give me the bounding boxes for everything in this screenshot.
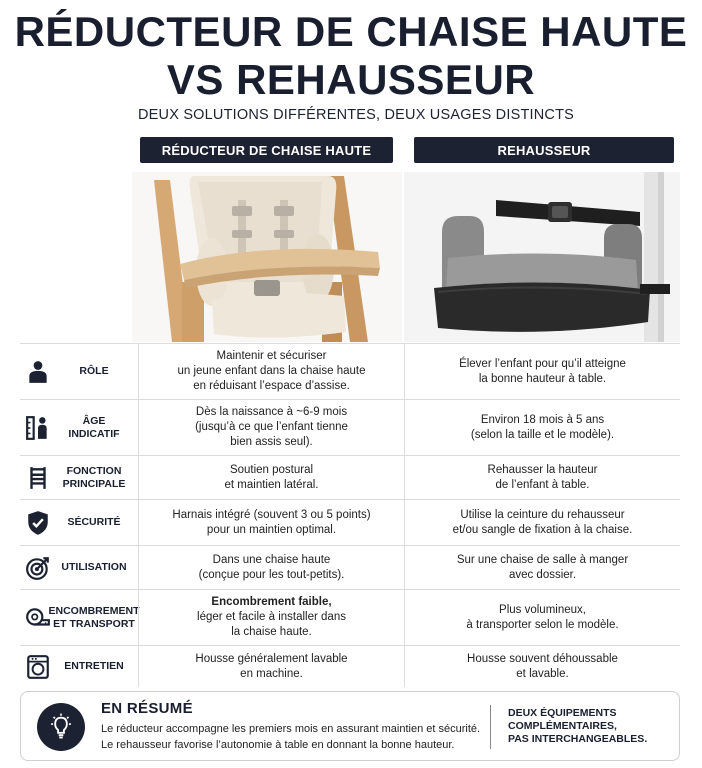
- summary-line-2: Le rehausseur favorise l’autonomie à table en donnant la bonne hauteur.: [101, 739, 455, 751]
- cell-rehausseur-role: Élever l’enfant pour qu’il atteigne la bonne hauteur à table.: [404, 344, 680, 399]
- target-icon: [25, 555, 51, 581]
- lightbulb-icon: [47, 713, 75, 741]
- chair-icon: [25, 465, 51, 491]
- cell-reducteur-encombrement: Encombrement faible, léger et facile à installer dans la chaise haute.: [138, 590, 404, 645]
- cell-rehausseur-age: Environ 18 mois à 5 ans (selon la taille et le modèle).: [404, 400, 680, 455]
- table-row-age: [20, 399, 680, 455]
- column-header-reducteur: RÉDUCTEUR DE CHAISE HAUTE: [140, 137, 393, 163]
- row-label-fonction: FONCTION PRINCIPALE: [62, 464, 126, 490]
- tape-measure-icon: [25, 605, 51, 631]
- cell-rehausseur-entretien: Housse souvent déhoussable et lavable.: [404, 646, 680, 687]
- person-icon: [25, 359, 51, 385]
- cell-rehausseur-utilisation: Sur une chaise de salle à manger avec dossier.: [404, 546, 680, 589]
- summary-title: EN RÉSUMÉ: [101, 700, 193, 717]
- column-header-rehausseur: REHAUSSEUR: [414, 137, 674, 163]
- row-label-securite: SÉCURITÉ: [67, 516, 121, 528]
- summary-box: [20, 691, 680, 761]
- cell-reducteur-fonction: Soutien postural et maintien latéral.: [138, 456, 404, 499]
- booster-seat-image: [404, 172, 680, 342]
- cell-reducteur-securite: Harnais intégré (souvent 3 ou 5 points) pour un maintien optimal.: [138, 500, 404, 545]
- cell-reducteur-age: Dès la naissance à ~6-9 mois (jusqu’à ce que l’enfant tienne bien assis seul).: [138, 400, 404, 455]
- cell-rehausseur-fonction: Rehausser la hauteur de l’enfant à table.: [404, 456, 680, 499]
- row-label-entretien: ENTRETIEN: [64, 660, 124, 672]
- page-title: RÉDUCTEUR DE CHAISE HAUTE: [14, 8, 688, 55]
- table-row-fonction: [20, 455, 680, 499]
- summary-conclusion: DEUX ÉQUIPEMENTS COMPLÉMENTAIRES, PAS INTERCHANGEABLES.: [508, 707, 648, 745]
- cell-reducteur-role: Maintenir et sécuriser un jeune enfant dans la chaise haute en réduisant l’espace d’assise.: [138, 344, 404, 399]
- table-row-role: [20, 343, 680, 399]
- summary-divider: [490, 705, 491, 749]
- table-row-utilisation: [20, 545, 680, 589]
- table-row-securite: [20, 499, 680, 545]
- high-chair-reducer-image: [132, 172, 402, 342]
- row-label-encombrement: ENCOMBREMENT ET TRANSPORT: [48, 604, 140, 630]
- cell-reducteur-entretien: Housse généralement lavable en machine.: [138, 646, 404, 687]
- washing-machine-icon: [25, 654, 51, 680]
- page-subtitle: DEUX SOLUTIONS DIFFÉRENTES, DEUX USAGES DISTINCTS: [138, 107, 574, 123]
- cell-rehausseur-encombrement: Plus volumineux, à transporter selon le modèle.: [404, 590, 680, 645]
- cell-reducteur-utilisation: Dans une chaise haute (conçue pour les tout-petits).: [138, 546, 404, 589]
- cell-rehausseur-securite: Utilise la ceinture du rehausseur et/ou sangle de fixation à la chaise.: [404, 500, 680, 545]
- summary-line-1: Le réducteur accompagne les premiers mois en assurant maintien et sécurité.: [101, 723, 481, 735]
- row-label-age: ÂGE INDICATIF: [68, 414, 120, 440]
- row-label-role: RÔLE: [79, 365, 109, 377]
- row-label-utilisation: UTILISATION: [61, 561, 127, 573]
- shield-check-icon: [25, 510, 51, 536]
- page-title-line-2: VS REHAUSSEUR: [166, 56, 536, 103]
- table-row-encombrement: [20, 589, 680, 645]
- table-row-entretien: [20, 645, 680, 687]
- height-ruler-icon: [25, 415, 51, 441]
